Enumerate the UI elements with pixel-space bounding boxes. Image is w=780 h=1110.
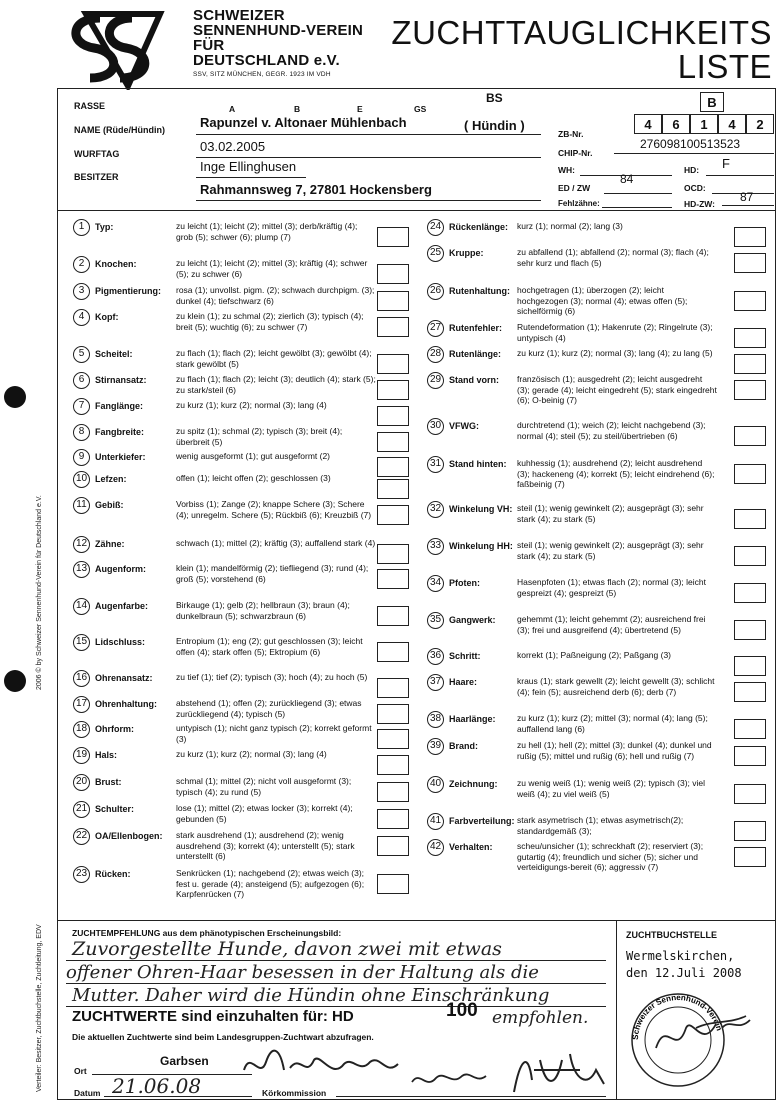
criterion-name: Typ: <box>95 222 114 232</box>
criterion-name: Schritt: <box>449 651 481 661</box>
criterion-number: 29 <box>427 372 444 389</box>
criterion-name: Haare: <box>449 677 478 687</box>
official-stamp <box>626 988 756 1094</box>
score-box[interactable] <box>377 380 409 400</box>
criterion-2 <box>73 256 411 286</box>
criterion-name: VFWG: <box>449 421 479 431</box>
score-box[interactable] <box>734 682 766 702</box>
score-box[interactable] <box>734 656 766 676</box>
criterion-number: 11 <box>73 497 90 514</box>
zbs-divider <box>616 920 617 1100</box>
criterion-32 <box>427 501 768 531</box>
chip-value: 276098100513523 <box>640 137 741 151</box>
criterion-20 <box>73 774 411 804</box>
zuchtwerte-hd-value: 100 <box>446 1000 478 1021</box>
criterion-number: 12 <box>73 536 90 553</box>
wurftag-label: WURFTAG <box>74 149 120 159</box>
criterion-name: Rutenfehler: <box>449 323 503 333</box>
datum-label: Datum <box>74 1088 101 1098</box>
ocd-label: OCD: <box>684 183 706 193</box>
score-box[interactable] <box>377 606 409 626</box>
criterion-number: 17 <box>73 696 90 713</box>
handwritten-line-2: offener Ohren-Haar besessen in der Haltung als die <box>66 962 539 983</box>
criterion-options: schwach (1); mittel (2); kräftig (3); auffallend stark (4) <box>176 538 376 548</box>
score-box[interactable] <box>377 505 409 525</box>
criterion-name: Fanglänge: <box>95 401 144 411</box>
rasse-code-e: E <box>357 104 363 114</box>
criterion-25 <box>427 245 768 275</box>
criterion-options: zu kurz (1); kurz (2); normal (3); lang (4); zu lang (5) <box>517 348 713 358</box>
criterion-number: 5 <box>73 346 90 363</box>
divider <box>57 920 776 921</box>
page-title <box>391 16 772 84</box>
score-box[interactable] <box>377 755 409 775</box>
rasse-code-gs: GS <box>414 104 427 114</box>
criterion-options: zu leicht (1); leicht (2); mittel (3); kräftig (4); schwer (5); zu schwer (6) <box>176 258 368 279</box>
criterion-options: zu flach (1); flach (2); leicht (3); deutlich (4); stark (5); zu stark/steil (6) <box>176 374 376 395</box>
criterion-name: Stirnansatz: <box>95 375 147 385</box>
score-box[interactable] <box>377 642 409 662</box>
score-box[interactable] <box>734 464 766 484</box>
chip-underline <box>614 153 774 154</box>
criterion-name: Kruppe: <box>449 248 484 258</box>
criterion-name: Stand hinten: <box>449 459 507 469</box>
score-box[interactable] <box>734 719 766 739</box>
criterion-number: 34 <box>427 575 444 592</box>
criterion-number: 19 <box>73 747 90 764</box>
criterion-options: zu hell (1); hell (2); mittel (3); dunkel (4); dunkel und rußig (5); mittel und rußig (6); hell und rußig (7) <box>517 740 712 761</box>
ort-value: Garbsen <box>160 1054 209 1068</box>
score-box[interactable] <box>377 729 409 749</box>
score-box[interactable] <box>377 291 409 311</box>
criterion-name: Rückenlänge: <box>449 222 509 232</box>
org-line-4: DEUTSCHLAND e.V. <box>193 52 340 69</box>
score-box[interactable] <box>377 317 409 337</box>
score-box[interactable] <box>734 253 766 273</box>
criterion-42 <box>427 839 768 872</box>
fehlzaehne-label: Fehlzähne: <box>558 199 600 208</box>
criterion-19 <box>73 747 411 777</box>
criterion-15 <box>73 634 411 664</box>
score-box[interactable] <box>734 354 766 374</box>
score-box[interactable] <box>377 874 409 894</box>
criterion-30 <box>427 418 768 448</box>
criterion-options: Vorbiss (1); Zange (2); knappe Schere (3); Schere (4); unregelm. Schere (5); Rückbiß (6); Kreuzbiß (7) <box>176 499 372 520</box>
criterion-23 <box>73 866 411 899</box>
criterion-options: hochgetragen (1); überzogen (2); leicht hochgezogen (3); normal (4); etwas offen (5); sichelförmig (6) <box>517 285 688 316</box>
recommend-underline <box>66 983 606 984</box>
datum-value: 21.06.08 <box>112 1074 202 1098</box>
criterion-number: 1 <box>73 219 90 236</box>
score-box[interactable] <box>377 836 409 856</box>
criterion-options: stark ausdrehend (1); ausdrehend (2); wenig ausdrehend (3); korrekt (4); unterstellt (5); stark unterstellt (6) <box>176 830 355 861</box>
org-line-3: FÜR <box>193 37 225 54</box>
name-label: NAME (Rüde/Hündin) <box>74 125 165 135</box>
criterion-options: Birkauge (1); gelb (2); hellbraun (3); braun (4); dunkelbraun (5); schwarzbraun (6) <box>176 600 350 621</box>
criterion-number: 41 <box>427 813 444 830</box>
zuchtbuchstelle-label: ZUCHTBUCHSTELLE <box>626 930 717 940</box>
criterion-name: Brust: <box>95 777 122 787</box>
wurftag-value: 03.02.2005 <box>200 139 266 154</box>
criterion-38 <box>427 711 768 741</box>
criterion-options: Hasenpfoten (1); etwas flach (2); normal (3); leicht gespreizt (4); gespreizt (5) <box>517 577 706 598</box>
criterion-number: 35 <box>427 612 444 629</box>
criterion-options: Entropium (1); eng (2); gut geschlossen (3); leicht offen (4); stark offen (5); Ektropium (6) <box>176 636 363 657</box>
criterion-name: Rutenlänge: <box>449 349 502 359</box>
criterion-options: korrekt (1); Paßneigung (2); Paßgang (3) <box>517 650 672 660</box>
zuchtwerte-text: ZUCHTWERTE sind einzuhalten für: HD <box>72 1008 354 1025</box>
criterion-options: steil (1); wenig gewinkelt (2); ausgeprägt (3); sehr stark (4); zu stark (5) <box>517 503 704 524</box>
hdzw-underline <box>722 205 774 206</box>
zb-number <box>634 114 774 134</box>
criterion-number: 42 <box>427 839 444 856</box>
criterion-options: rosa (1); unvollst. pigm. (2); schwach durchpigm. (3); dunkel (4); tiefschwarz (6) <box>176 285 375 306</box>
score-box[interactable] <box>377 809 409 829</box>
score-box[interactable] <box>377 264 409 284</box>
criterion-name: Scheitel: <box>95 349 133 359</box>
criterion-number: 32 <box>427 501 444 518</box>
criterion-number: 30 <box>427 418 444 435</box>
org-line-1: SCHWEIZER <box>193 7 285 24</box>
score-box[interactable] <box>377 782 409 802</box>
criterion-number: 14 <box>73 598 90 615</box>
right-code-box: B <box>700 92 724 112</box>
address-underline <box>196 200 541 201</box>
criterion-name: Winkelung VH: <box>449 504 513 514</box>
org-line-2: SENNENHUND-VEREIN <box>193 22 364 39</box>
criterion-options: scheu/unsicher (1); schreckhaft (2); reserviert (3); gutartig (4); freundlich und sicher (5); sicher und verteidigungs-bereit (6); aggressiv (7) <box>517 841 704 872</box>
criterion-name: Knochen: <box>95 259 137 269</box>
signatures <box>240 1040 620 1100</box>
criterion-name: Lefzen: <box>95 474 127 484</box>
handwritten-line-3: Mutter. Daher wird die Hündin ohne Einschränkung <box>72 985 550 1006</box>
criterion-name: Kopf: <box>95 312 119 322</box>
criterion-name: OA/Ellenbogen: <box>95 831 163 841</box>
besitzer-label: BESITZER <box>74 172 119 182</box>
score-box[interactable] <box>377 406 409 426</box>
recommend-underline <box>66 960 606 961</box>
criterion-options: abstehend (1); offen (2); zurückliegend (3); etwas zurückliegend (4); typisch (5) <box>176 698 362 719</box>
criterion-name: Stand vorn: <box>449 375 500 385</box>
score-box[interactable] <box>734 426 766 446</box>
criterion-14 <box>73 598 411 628</box>
wh-label: WH: <box>558 165 575 175</box>
dog-name: Rapunzel v. Altonaer Mühlenbach <box>200 115 407 130</box>
criterion-name: Ohrenansatz: <box>95 673 153 683</box>
score-box[interactable] <box>734 620 766 640</box>
punch-hole <box>4 670 26 692</box>
criterion-name: Zeichnung: <box>449 779 498 789</box>
hd-label: HD: <box>684 165 700 175</box>
criterion-number: 9 <box>73 449 90 466</box>
score-box[interactable] <box>734 847 766 867</box>
criterion-options: zu kurz (1); kurz (2); normal (3); lang (4) <box>176 400 327 410</box>
recommend-underline <box>66 1006 606 1007</box>
criterion-name: Rücken: <box>95 869 131 879</box>
criterion-number: 33 <box>427 538 444 555</box>
criterion-name: Gebiß: <box>95 500 124 510</box>
criterion-number: 39 <box>427 738 444 755</box>
zb-digit: 1 <box>690 114 718 134</box>
criterion-options: zu abfallend (1); abfallend (2); normal (3); flach (4); sehr kurz und flach (5) <box>517 247 709 268</box>
criterion-options: gehemmt (1); leicht gehemmt (2); ausreichend frei (3); frei und ausgreifend (4); übertretend (5) <box>517 614 706 635</box>
criterion-number: 38 <box>427 711 444 728</box>
criterion-name: Verhalten: <box>449 842 493 852</box>
criterion-number: 13 <box>73 561 90 578</box>
criterion-options: kuhhessig (1); ausdrehend (2); leicht ausdrehend (3); hackeneng (4); korrekt (5); leicht eindrehend (6); faßbeinig (7) <box>517 458 715 489</box>
criterion-number: 8 <box>73 424 90 441</box>
zbs-line-2: den 12.Juli 2008 <box>626 966 742 980</box>
criterion-4 <box>73 309 411 339</box>
name-underline <box>196 134 541 135</box>
score-box[interactable] <box>377 227 409 247</box>
criterion-number: 26 <box>427 283 444 300</box>
score-box[interactable] <box>377 569 409 589</box>
score-box[interactable] <box>734 821 766 841</box>
criterion-options: zu wenig weiß (1); wenig weiß (2); typisch (3); viel weiß (4); zu viel weiß (5) <box>517 778 706 799</box>
criterion-number: 3 <box>73 283 90 300</box>
punch-hole <box>4 386 26 408</box>
criterion-number: 27 <box>427 320 444 337</box>
hdzw-label: HD-ZW: <box>684 199 715 209</box>
criterion-name: Schulter: <box>95 804 135 814</box>
org-subline: SSV, SITZ MÜNCHEN, GEGR. 1923 IM VDH <box>193 71 331 78</box>
score-box[interactable] <box>734 227 766 247</box>
criterion-name: Zähne: <box>95 539 125 549</box>
score-box[interactable] <box>377 678 409 698</box>
criterion-options: kraus (1); stark gewellt (2); leicht gewellt (3); schlicht (4); fein (5); ausreichend derb (6); derb (7) <box>517 676 715 697</box>
criterion-number: 31 <box>427 456 444 473</box>
zb-digit: 4 <box>718 114 746 134</box>
besitzer-name: Inge Ellinghusen <box>200 159 297 174</box>
criterion-name: Winkelung HH: <box>449 541 513 551</box>
criterion-37 <box>427 674 768 704</box>
criterion-name: Ohrenhaltung: <box>95 699 157 709</box>
title-line-1: ZUCHTTAUGLICHKEITS <box>391 14 772 51</box>
criterion-number: 22 <box>73 828 90 845</box>
criterion-name: Farbverteilung: <box>449 816 515 826</box>
zbs-line-1: Wermelskirchen, <box>626 949 735 963</box>
criterion-options: zu spitz (1); schmal (2); typisch (3); breit (4); überbreit (5) <box>176 426 343 447</box>
score-box[interactable] <box>377 479 409 499</box>
criterion-name: Pigmentierung: <box>95 286 162 296</box>
rasse-label: RASSE <box>74 101 106 111</box>
criterion-number: 18 <box>73 721 90 738</box>
score-box[interactable] <box>734 291 766 311</box>
fehlzaehne-underline <box>602 207 672 208</box>
criterion-number: 15 <box>73 634 90 651</box>
criterion-11 <box>73 497 411 527</box>
criterion-name: Fangbreite: <box>95 427 145 437</box>
criterion-options: zu klein (1); zu schmal (2); zierlich (3); typisch (4); breit (5); wuchtig (6); zu schwer (7) <box>176 311 364 332</box>
criterion-34 <box>427 575 768 605</box>
criterion-number: 2 <box>73 256 90 273</box>
criterion-options: lose (1); mittel (2); etwas locker (3); korrekt (4); gebunden (5) <box>176 803 353 824</box>
criterion-options: Senkrücken (1); nachgebend (2); etwas weich (3); fest u. gerade (4); ansteigend (5); aufgezogen (6); Karpfenrücken (7) <box>176 868 365 899</box>
criterion-21 <box>73 801 411 831</box>
koerkommission-label: Körkommission <box>262 1088 327 1098</box>
zb-label: ZB-Nr. <box>558 129 584 139</box>
criterion-31 <box>427 456 768 489</box>
score-box[interactable] <box>734 328 766 348</box>
criterion-number: 25 <box>427 245 444 262</box>
rasse-bs: BS <box>486 91 503 105</box>
ort-label: Ort <box>74 1066 87 1076</box>
zb-digit: 4 <box>634 114 662 134</box>
criterion-name: Lidschluss: <box>95 637 146 647</box>
rasse-code-a: A <box>229 104 236 114</box>
zb-digit: 2 <box>746 114 774 134</box>
chip-label: CHIP-Nr. <box>558 148 593 158</box>
hd-value: F <box>722 156 730 171</box>
wurftag-underline <box>196 157 541 158</box>
criterion-number: 23 <box>73 866 90 883</box>
criterion-number: 28 <box>427 346 444 363</box>
criterion-26 <box>427 283 768 316</box>
criterion-options: stark asymetrisch (1); etwas asymetrisch(2); standardgemäß (3); <box>517 815 684 836</box>
score-box[interactable] <box>734 546 766 566</box>
criterion-number: 6 <box>73 372 90 389</box>
criterion-options: zu flach (1); flach (2); leicht gewölbt (3); gewölbt (4); stark gewölbt (5) <box>176 348 372 369</box>
score-box[interactable] <box>734 784 766 804</box>
criterion-name: Haarlänge: <box>449 714 496 724</box>
criterion-number: 10 <box>73 471 90 488</box>
hdzw-value: 87 <box>740 190 754 204</box>
score-box[interactable] <box>734 583 766 603</box>
criterion-options: zu kurz (1); kurz (2); normal (3); lang (4) <box>176 749 327 759</box>
zuchtwerte-note: Die aktuellen Zuchtwerte sind beim Landesgruppen-Zuchtwart abzufragen. <box>72 1032 374 1042</box>
dog-sex: ( Hündin ) <box>464 118 525 133</box>
criterion-name: Pfoten: <box>449 578 480 588</box>
title-line-2: LISTE <box>677 48 772 85</box>
zbs-text <box>626 948 742 982</box>
criterion-number: 24 <box>427 219 444 236</box>
edzw-underline <box>604 193 672 194</box>
criterion-39 <box>427 738 768 768</box>
zb-digit: 6 <box>662 114 690 134</box>
hd-underline <box>706 175 774 176</box>
ssv-logo <box>60 6 188 90</box>
criterion-number: 40 <box>427 776 444 793</box>
handwritten-line-1: Zuvorgestellte Hunde, davon zwei mit etwas <box>72 938 502 960</box>
edzw-value: 84 <box>620 172 634 186</box>
besitzer-address: Rahmannsweg 7, 27801 Hockensberg <box>200 182 432 197</box>
datum-underline <box>104 1096 252 1097</box>
criterion-29 <box>427 372 768 405</box>
criterion-number: 16 <box>73 670 90 687</box>
criterion-35 <box>427 612 768 642</box>
edzw-label: ED / ZW <box>558 183 591 193</box>
criterion-name: Unterkiefer: <box>95 452 146 462</box>
criterion-13 <box>73 561 411 591</box>
criterion-options: offen (1); leicht offen (2); geschlossen (3) <box>176 473 331 483</box>
criterion-22 <box>73 828 411 861</box>
criterion-options: steil (1); wenig gewinkelt (2); ausgeprägt (3); sehr stark (4); zu stark (5) <box>517 540 704 561</box>
organization-name <box>193 8 363 80</box>
score-box[interactable] <box>734 509 766 529</box>
criterion-number: 4 <box>73 309 90 326</box>
copyright-side-text: 2006 © by Schweizer Sennenhund-Verein für Deutschland e.V. <box>36 495 43 690</box>
criterion-number: 37 <box>427 674 444 691</box>
criterion-options: durchtretend (1); weich (2); leicht nachgebend (3); normal (4); steil (5); zu steil/übertrieben (6) <box>517 420 706 441</box>
criterion-options: kurz (1); normal (2); lang (3) <box>517 221 623 231</box>
empfehlung-label: ZUCHTEMPFEHLUNG aus dem phänotypischen Erscheinungsbild: <box>72 928 342 938</box>
criterion-name: Augenform: <box>95 564 146 574</box>
criterion-number: 7 <box>73 398 90 415</box>
score-box[interactable] <box>377 354 409 374</box>
stamp-text: Schweizer Sennenhund-Verein <box>630 992 724 1041</box>
criterion-name: Brand: <box>449 741 478 751</box>
criterion-name: Gangwerk: <box>449 615 496 625</box>
criterion-options: untypisch (1); nicht ganz typisch (2); korrekt geformt (3) <box>176 723 372 744</box>
rasse-code-b: B <box>294 104 301 114</box>
criterion-1 <box>73 219 411 249</box>
criterion-options: französisch (1); ausgedreht (2); leicht ausgedreht (3); gerade (4); leicht eingedreht (5); stark eingedreht (6); O-beinig (7) <box>517 374 717 405</box>
criterion-33 <box>427 538 768 568</box>
handwritten-tail: empfohlen. <box>492 1008 589 1028</box>
criterion-options: zu leicht (1); leicht (2); mittel (3); derb/kräftig (4); grob (5); schwer (6); plump (7) <box>176 221 358 242</box>
criterion-options: klein (1); mandelförmig (2); tiefliegend (3); rund (4); groß (5); vorstehend (6) <box>176 563 369 584</box>
divider <box>57 210 776 211</box>
criterion-number: 21 <box>73 801 90 818</box>
score-box[interactable] <box>734 380 766 400</box>
criterion-name: Augenfarbe: <box>95 601 149 611</box>
score-box[interactable] <box>734 746 766 766</box>
besitzer-underline <box>196 177 306 178</box>
criterion-options: Rutendeformation (1); Hakenrute (2); Ringelrute (3); untypisch (4) <box>517 322 713 343</box>
criterion-name: Ohrform: <box>95 724 134 734</box>
criterion-options: zu kurz (1); kurz (2); mittel (3); normal (4); lang (5); auffallend lang (6) <box>517 713 708 734</box>
criterion-number: 20 <box>73 774 90 791</box>
criterion-name: Rutenhaltung: <box>449 286 510 296</box>
criterion-options: zu tief (1); tief (2); typisch (3); hoch (4); zu hoch (5) <box>176 672 368 682</box>
criterion-options: schmal (1); mittel (2); nicht voll ausgeformt (3); typisch (4); zu rund (5) <box>176 776 352 797</box>
criterion-number: 36 <box>427 648 444 665</box>
criterion-options: wenig ausgeformt (1); gut ausgeformt (2) <box>176 451 331 461</box>
criterion-40 <box>427 776 768 806</box>
distribution-side-text: Verteiler: Besitzer, Zuchtbuchstelle, Zuchtleitung, EDV <box>36 924 43 1092</box>
criterion-name: Hals: <box>95 750 118 760</box>
